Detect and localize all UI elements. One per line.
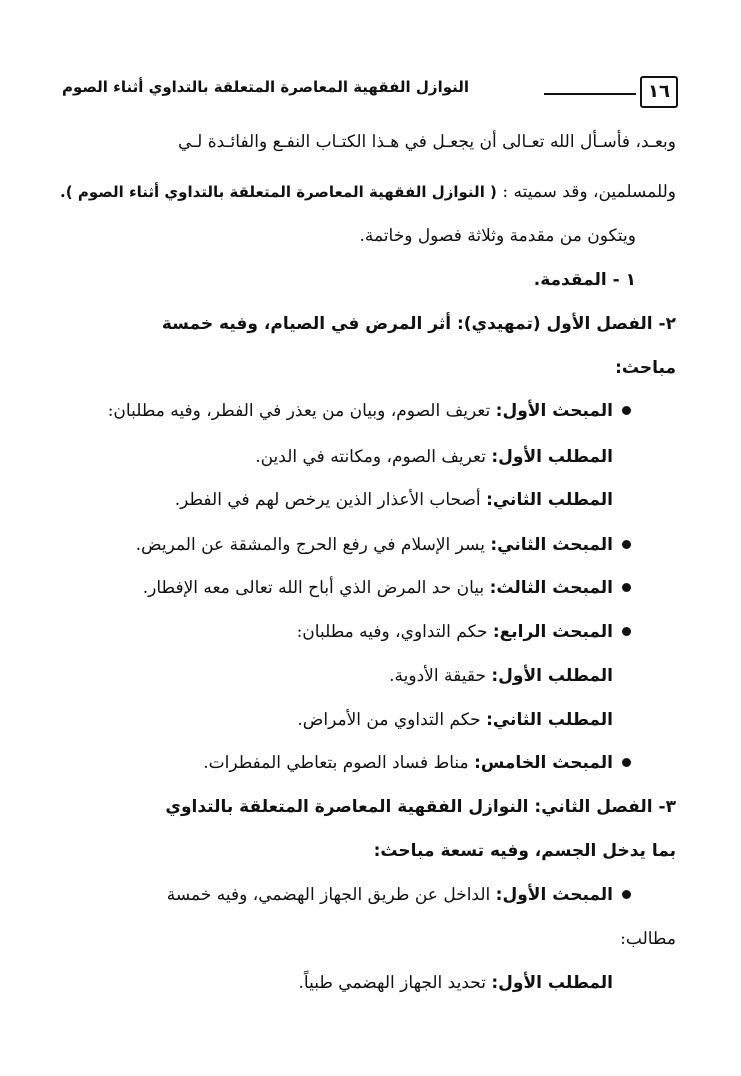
section-text: الداخل عن طريق الجهاز الهضمي، وفيه خمسة [166, 885, 496, 905]
section-item-cont: مطالب: [620, 929, 676, 949]
subsection-text: أصحاب الأعذار الذين يرخص لهم في الفطر. [174, 490, 487, 510]
subsection-item [389, 664, 613, 688]
section-text: حكم التداوي، وفيه مطلبان: [296, 622, 493, 642]
chapter-one-heading: ٢- الفصل الأول (تمهيدي): أثر المرض في الصيام، وفيه خمسة [161, 314, 676, 334]
section-text: مناط فساد الصوم بتعاطي المفطرات. [203, 753, 475, 773]
subsection-text: تحديد الجهاز الهضمي طبياً. [298, 973, 492, 993]
section-label: المبحث الثاني: [490, 535, 613, 555]
subsection-label: المطلب الأول: [491, 973, 613, 993]
section-label: المبحث الخامس: [474, 753, 613, 773]
section-item [143, 576, 613, 600]
paragraph-line: ويتكون من مقدمة وثلاثة فصول وخاتمة. [359, 226, 636, 246]
section-item [70, 883, 613, 907]
section-text: تعريف الصوم، وبيان من يعذر في الفطر، وفيه مطلبان: [107, 401, 496, 421]
list-item-introduction: ١ - المقدمة. [533, 270, 636, 290]
subsection-label: المطلب الأول: [491, 447, 613, 467]
bullet-icon [622, 890, 631, 899]
subsection-item [299, 971, 613, 995]
subsection-text: تعريف الصوم، ومكانته في الدين. [255, 447, 492, 467]
section-label: المبحث الثالث: [489, 578, 613, 598]
bullet-icon [622, 583, 631, 592]
subsection-text: حكم التداوي من الأمراض. [297, 710, 487, 730]
chapter-two-heading-cont: بما يدخل الجسم، وفيه تسعة مباحث: [373, 841, 676, 861]
subsection-text: حقيقة الأدوية. [389, 666, 492, 686]
subsection-label: المطلب الثاني: [486, 490, 613, 510]
section-label: المبحث الأول: [495, 401, 613, 421]
book-title: ( النوازل الفقهية المعاصرة المتعلقة بالتداوي أثناء الصوم ). [60, 183, 497, 201]
section-item [297, 620, 613, 644]
section-item [136, 533, 613, 557]
subsection-item [255, 445, 613, 469]
bullet-icon [622, 627, 631, 636]
subsection-label: المطلب الأول: [491, 666, 613, 686]
section-label: المبحث الرابع: [492, 622, 613, 642]
subsection-item [297, 708, 613, 732]
paragraph-line [60, 180, 676, 204]
chapter-one-heading-cont: مباحث: [615, 358, 676, 378]
section-text: بيان حد المرض الذي أباح الله تعالى معه الإفطار. [142, 578, 490, 598]
section-label: المبحث الأول: [495, 885, 613, 905]
section-item [108, 399, 613, 423]
running-title: النوازل الفقهية المعاصرة المتعلقة بالتداوي أثناء الصوم [62, 78, 470, 96]
bullet-icon [622, 758, 631, 767]
bullet-icon [622, 406, 631, 415]
page-number: ١٦ [640, 76, 678, 108]
paragraph-line: وبعـد، فأسـأل الله تعـالى أن يجعـل في هـذا الكتـاب النفـع والفائـدة لـي [178, 132, 676, 152]
bullet-icon [622, 540, 631, 549]
subsection-item [175, 488, 613, 512]
section-text: يسر الإسلام في رفع الحرج والمشقة عن المريض. [135, 535, 491, 555]
section-item [203, 751, 613, 775]
page-header [62, 72, 678, 108]
subsection-label: المطلب الثاني: [486, 710, 613, 730]
chapter-two-heading: ٣- الفصل الثاني: النوازل الفقهية المعاصرة المتعلقة بالتداوي [165, 797, 676, 817]
paragraph-text: وللمسلمين، وقد سميته : [496, 182, 676, 202]
